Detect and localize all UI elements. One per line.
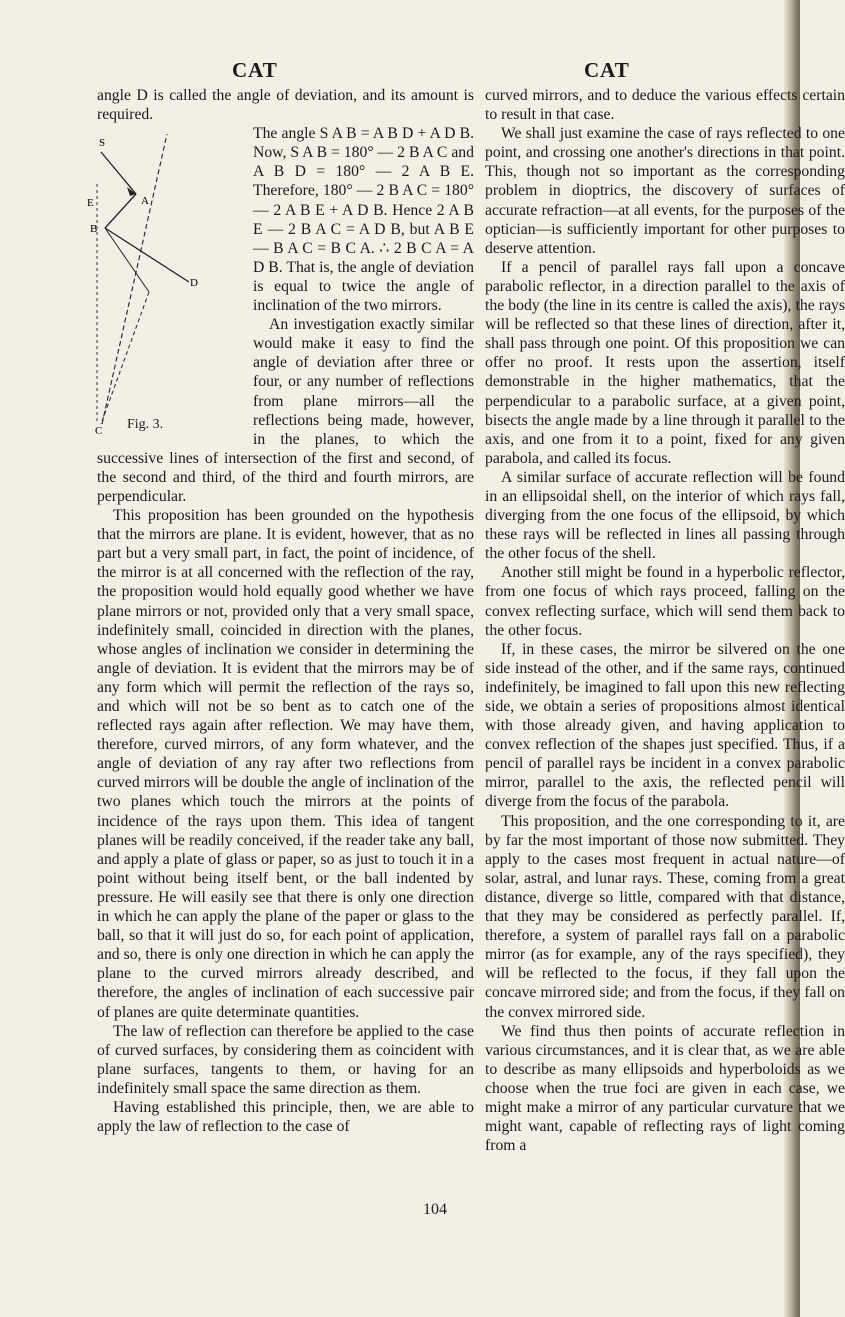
label-e: E — [87, 197, 94, 210]
left-paragraph-3: The law of reflection can therefore be applied to the case of curved surfaces, by considering them as coincident with plane surfaces, tangents to them, or having for an indefinitely small space the same direction as them. — [97, 1022, 474, 1097]
mirror-deviation-diagram — [87, 124, 249, 438]
page-header — [0, 58, 784, 82]
right-running-title: CAT — [584, 58, 630, 82]
left-column — [87, 86, 474, 1136]
mirror-line-upper — [102, 134, 167, 424]
left-intro-paragraph: angle D is called the angle of deviation, and its amount is required. — [97, 87, 474, 124]
mirror-line-extension — [101, 292, 149, 424]
right-paragraph-4: A similar surface of accurate reflection will be found in an ellipsoidal shell, on the interior of which rays fall, diverging from the one focus of the ellipsoid, by which these rays will be reflected in lines all passing through the other focus of the shell. — [485, 468, 845, 563]
figure-3 — [87, 124, 249, 438]
figure-caption: Fig. 3. — [127, 417, 164, 433]
label-d: D — [190, 277, 198, 290]
label-a: A — [141, 195, 149, 208]
incident-ray — [101, 152, 136, 194]
label-c: C — [95, 425, 103, 438]
right-paragraph-8: We find thus then points of accurate reflection in various circumstances, and it is clear that, as we are able to describe as many ellipsoids and hyperboloids as we choose when the true foci are given in each case, we might make a mirror of any particular curvature that we might want, capable of reflecting rays of light coming from a — [485, 1022, 845, 1155]
label-b: B — [90, 223, 98, 236]
left-running-title: CAT — [232, 58, 278, 82]
right-paragraph-2: We shall just examine the case of rays reflected to one point, and crossing one another's directions in that point. This, though not so important as the corresponding problem in dioptrics, the discovery of surfaces of accurate refraction—at all events, for the purposes of the optician—is sufficiently important for other purposes to deserve attention. — [485, 125, 845, 257]
mirror-line-lower — [105, 228, 149, 292]
reflected-ray-bd — [105, 228, 189, 282]
right-paragraph-7: This proposition, and the one corresponding to it, are by far the most important of those now submitted. They apply to the cases most frequent in actual nature—of solar, astral, and lunar rays. These, coming from a great distance, diverge so little, compared with that distance, that they may be considered as perfectly parallel. If, therefore, a system of parallel rays fall on a parabolic mirror (as for example, any of the rays specified), they will be reflected to the focus, if they fall upon the concave mirrored side; and from the focus, if they fall on the convex mirrored side. — [485, 812, 845, 1021]
right-paragraph-6: If, in these cases, the mirror be silvered on the one side instead of the other, and if the same rays, continued indefinitely, be imagined to fall upon this new reflecting side, we obtain a series of propositions almost identical with those already given, and having application to convex reflection of the shapes just specified. Thus, if a pencil of parallel rays be incident in a convex parabolic mirror, parallel to the axis, the reflected pencil will diverge from the focus of the parabola. — [485, 640, 845, 811]
left-equations-paragraph: The angle S A B = A B D + A D B. Now, S A B = 180° — 2 B A C and A B D = 180° — 2 A B E. Therefore, 180° — 2 B A C = 180° — 2 A B E + A D B. Hence 2 A B E — 2 B A C = A D B, but A B E — B A C = B C A. ∴ 2 B C A = A D B. That is, the angle of deviation is equal to twice the angle of inclination of the two mirrors. — [253, 125, 474, 315]
page-number: 104 — [423, 1201, 447, 1218]
left-paragraph-4: Having established this principle, then, we are able to apply the law of reflection to the case of — [97, 1098, 474, 1136]
reflected-ray-ab — [105, 194, 136, 228]
right-paragraph-5: Another still might be found in a hyperbolic reflector, from one focus of which rays proceed, falling on the convex reflecting surface, which will send them back to the other focus. — [485, 564, 845, 639]
left-paragraph-2: This proposition has been grounded on the hypothesis that the mirrors are plane. It is evident, however, that as no part but a very small part, in fact, the point of incidence, of the mirror is at all concerned with the reflection of the ray, the proposition would hold equally good whether we have plane mirrors or not, provided only that a very small space, indefinitely small, coincided in direction with the planes, whose angles of inclination we consider in determining the angle of deviation. It is evident that the mirrors may be of any form which will permit the reflection of the rays so, and which will not be so bent as to catch one of the reflected rays again after reflection. We may have them, therefore, curved mirrors, of any form whatever, and the angle of deviation of any ray after two reflections from curved mirrors will be double the angle of inclination of the two planes which touch the mirrors at the points of incidence of the rays upon them. This idea of tangent planes will be readily conceived, if the reader take any ball, and apply a plate of glass or paper, so as just to touch it in a point without being itself bent, or the ball indented by pressure. He will easily see that there is only one direction in which he can apply the plane of the paper or glass to the ball, so that it will just do so, for each point of application, and so, there is only one direction in which he can apply the plane to the curved mirrors already described, and therefore, the angles of inclination of each successive pair of planes are quite determinate quantities. — [97, 507, 474, 1021]
label-s: S — [99, 137, 106, 150]
right-paragraph-3: If a pencil of parallel rays fall upon a concave parabolic reflector, in a direction parallel to the axis of the body (the line in its centre is called the axis), the rays will be reflected so that these lines of direction, after it, shall pass through one point. Of this proposition we can offer no proof. It rests upon the assertion, itself demonstrable in the higher mathematics, that the perpendicular to a parabolic surface, at a given point, bisects the angle made by a line through it parallel to the axis, and one from it to a point, fixed for any given parabola, and called its focus. — [485, 258, 845, 467]
right-column — [485, 86, 845, 1155]
right-paragraph-1: curved mirrors, and to deduce the various effects certain to result in that case. — [485, 87, 845, 124]
left-paragraph-1: An investigation exactly similar would make it easy to find the angle of deviation after three or four, or any number of reflections from plane mirrors—all the reflections being made, however, in the planes, to which the successive lines of intersection of the first and second, of the second and third, of the third and fourth mirrors, are perpendicular. — [97, 316, 474, 505]
